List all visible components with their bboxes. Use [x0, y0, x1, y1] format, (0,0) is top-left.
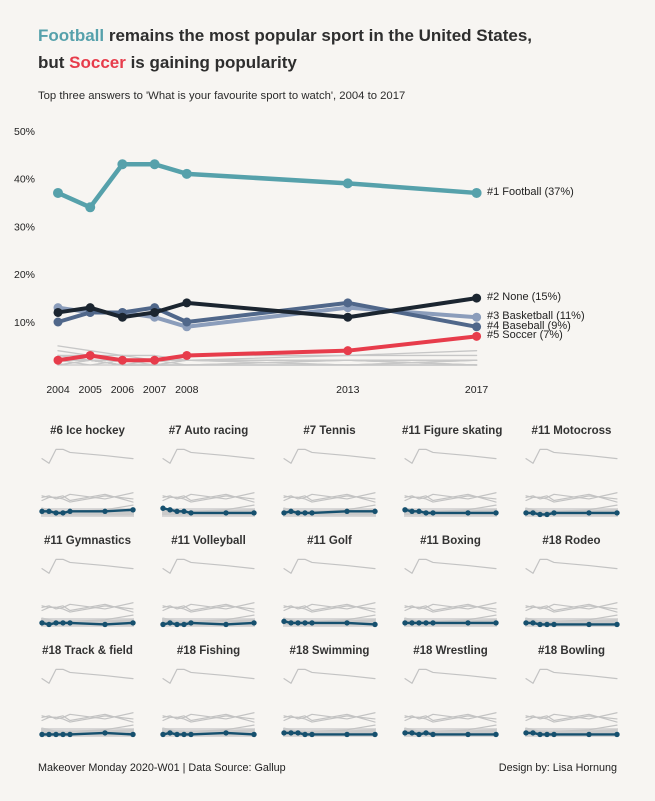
svg-text:2007: 2007 — [142, 384, 167, 396]
chart-subtitle: Top three answers to 'What is your favourite sport to watch', 2004 to 2017 — [38, 90, 406, 102]
svg-text:2017: 2017 — [464, 384, 489, 396]
small-multiple-title: #6 Ice hockey — [50, 425, 125, 437]
small-multiple-cell — [402, 644, 499, 742]
small-multiple-cell — [281, 534, 378, 632]
footer-source: Makeover Monday 2020-W01 | Data Source: Gallup — [38, 762, 286, 774]
small-multiple-title: #11 Boxing — [420, 535, 481, 547]
svg-text:30%: 30% — [14, 221, 36, 234]
svg-text:2008: 2008 — [175, 384, 199, 396]
small-multiples-grid — [39, 424, 620, 742]
svg-text:50%: 50% — [14, 125, 36, 138]
small-multiple-title: #7 Auto racing — [168, 425, 249, 437]
small-multiple-cell — [402, 424, 503, 522]
small-multiple-chart — [39, 552, 136, 632]
svg-text:2006: 2006 — [110, 384, 135, 396]
small-multiple-chart — [39, 662, 136, 742]
small-multiple-chart — [523, 662, 620, 742]
small-multiple-cell — [523, 644, 620, 742]
title-accent-soccer: Soccer — [69, 53, 126, 72]
series-label-football: #1 Football (37%) — [487, 186, 574, 198]
svg-text:2005: 2005 — [78, 384, 102, 396]
small-multiple-chart — [39, 442, 136, 522]
small-multiple-cell — [39, 534, 136, 632]
small-multiple-cell — [160, 644, 257, 742]
small-multiple-title: #18 Fishing — [176, 645, 241, 657]
series-label-basketball: #3 Basketball (11%) — [487, 310, 585, 322]
small-multiple-cell — [281, 424, 378, 522]
small-multiple-title: #18 Wrestling — [413, 645, 488, 657]
svg-text:2013: 2013 — [336, 384, 360, 396]
page-title — [38, 22, 638, 76]
small-multiple-cell — [281, 644, 378, 742]
small-multiple-cell — [39, 644, 136, 742]
small-multiple-chart — [402, 442, 499, 522]
small-multiple-chart — [160, 442, 257, 522]
small-multiple-title: #7 Tennis — [303, 425, 356, 437]
small-multiple-chart — [402, 552, 499, 632]
svg-text:2004: 2004 — [46, 384, 70, 396]
series-label-soccer: #5 Soccer (7%) — [487, 329, 563, 341]
series-label-none: #2 None (15%) — [487, 291, 561, 303]
small-multiple-cell — [160, 534, 257, 632]
title-line1-rest: remains the most popular sport in the United States, — [104, 26, 533, 45]
small-multiple-chart — [281, 662, 378, 742]
title-line2-pre: but — [38, 53, 70, 72]
small-multiple-title: #11 Golf — [307, 535, 352, 547]
small-multiple-chart — [281, 442, 378, 522]
small-multiple-cell — [160, 424, 257, 522]
svg-text:40%: 40% — [14, 173, 36, 186]
small-multiple-cell — [523, 424, 620, 522]
small-multiple-chart — [160, 552, 257, 632]
small-multiple-title: #11 Volleyball — [171, 535, 246, 547]
small-multiple-chart — [402, 662, 499, 742]
title-line2-post: is gaining popularity — [125, 53, 297, 72]
small-multiple-title: #11 Figure skating — [402, 425, 503, 437]
small-multiple-title: #18 Swimming — [289, 645, 370, 657]
small-multiple-title: #18 Track & field — [42, 645, 133, 657]
series-label-baseball: #4 Baseball (9%) — [487, 320, 571, 332]
title-accent-football: Football — [38, 26, 105, 45]
small-multiple-chart — [523, 552, 620, 632]
small-multiple-cell — [402, 534, 499, 632]
footer — [38, 762, 617, 774]
small-multiple-chart — [523, 442, 620, 522]
footer-credit: Design by: Lisa Hornung — [498, 762, 617, 774]
small-multiple-title: #11 Gymnastics — [44, 535, 131, 547]
svg-text:20%: 20% — [14, 269, 36, 282]
small-multiple-title: #11 Motocross — [531, 425, 612, 437]
small-multiple-chart — [281, 552, 378, 632]
small-multiple-title: #18 Rodeo — [542, 535, 601, 547]
small-multiple-cell — [39, 424, 136, 522]
small-multiple-chart — [160, 662, 257, 742]
small-multiple-cell — [523, 534, 620, 632]
svg-text:10%: 10% — [14, 317, 36, 329]
small-multiple-title: #18 Bowling — [537, 645, 606, 657]
